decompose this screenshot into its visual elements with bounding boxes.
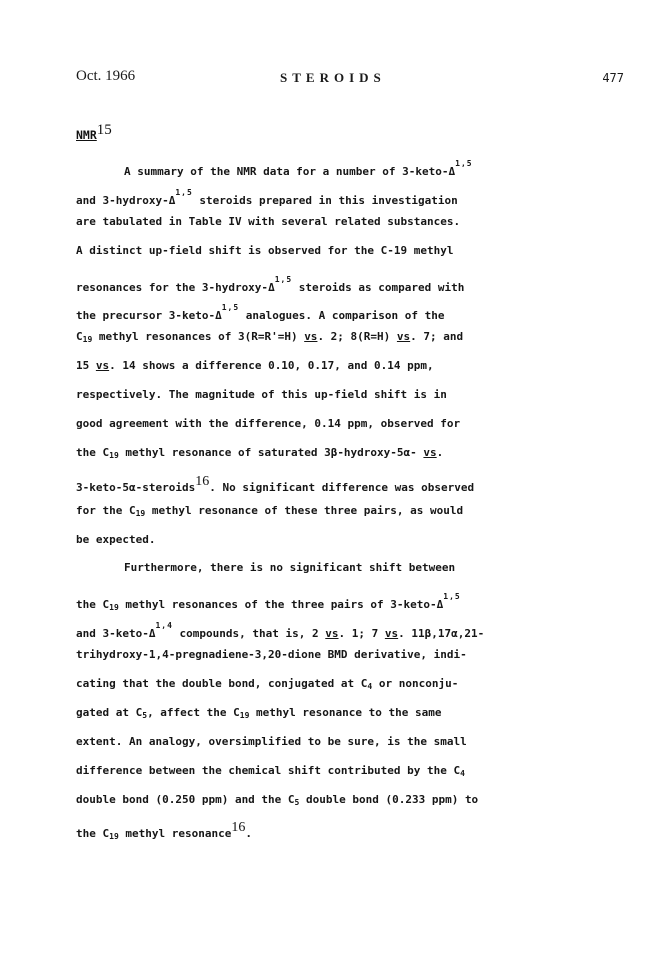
text-line: 15 vs. 14 shows a difference 0.10, 0.17, and 0.14 ppm, — [76, 359, 434, 373]
text-line: are tabulated in Table IV with several related substances. — [76, 214, 461, 228]
text-line: A distinct up-field shift is observed for the C-19 methyl — [76, 243, 454, 257]
text-line: A summary of the NMR data for a number of $3-keto-\Delta^{1,5}$ — [124, 159, 473, 178]
text-line: difference between the chemical shift contributed by the C4 — [76, 763, 465, 778]
text-line: good agreement with the difference, 0.14 ppm, observed for — [76, 417, 461, 431]
text-line: extent. An analogy, oversimplified to be sure, is the small — [76, 734, 467, 748]
text-line: the C19 methyl resonance of saturated 3β-hydroxy-5α- vs. — [76, 445, 444, 460]
text-line: be expected. — [76, 532, 156, 546]
text-line: gated at C5, affect the C19 methyl resonance to the same — [76, 705, 442, 720]
text-line: C19 methyl resonances of 3(R=R'=H) vs. 2; 8(R=H) vs. 7; and — [76, 330, 464, 345]
running-header-date: Oct. 1966 — [76, 68, 136, 84]
text-line: for the C19 methyl resonance of these three pairs, as would — [76, 503, 464, 518]
text-line: cating that the double bond, conjugated at C4 or nonconju- — [76, 677, 459, 692]
page-number: 477 — [602, 71, 624, 85]
text-line: respectively. The magnitude of this up-field shift is in — [76, 388, 447, 402]
text-line: 3-keto-5α-steroids16. No significant difference was observed — [76, 473, 475, 494]
running-header-journal: STEROIDS — [280, 70, 386, 85]
text-line: the C19 methyl resonances of the three pairs of $3-keto-\Delta^{1,5}$ — [76, 592, 461, 613]
text-line: the C19 methyl resonance16. — [76, 820, 252, 842]
section-heading-label: NMR — [76, 128, 97, 142]
text-line: Furthermore, there is no significant shift between — [124, 561, 456, 575]
text-line: and $3-keto-\Delta^{1,4}$ compounds, that is, 2 vs. 1; 7 vs. 11β,17α,21- — [76, 621, 485, 641]
text-line: resonances for the $3-hydroxy-\Delta^{1,5}$ steroids as compared with — [76, 274, 465, 294]
text-line: and $3-hydroxy-\Delta^{1,5}$ steroids prepared in this investigation — [76, 187, 458, 207]
body-text — [76, 150, 636, 843]
section-heading-ref: 15 — [96, 122, 112, 138]
text-line: the precursor $3-keto-\Delta^{1,5}$ analogues. A comparison of the — [76, 303, 445, 323]
section-heading — [76, 122, 112, 142]
text-line: double bond (0.250 ppm) and the C5 double bond (0.233 ppm) to — [76, 792, 479, 807]
text-line: trihydroxy-1,4-pregnadiene-3,20-dione BMD derivative, indi- — [76, 648, 467, 662]
